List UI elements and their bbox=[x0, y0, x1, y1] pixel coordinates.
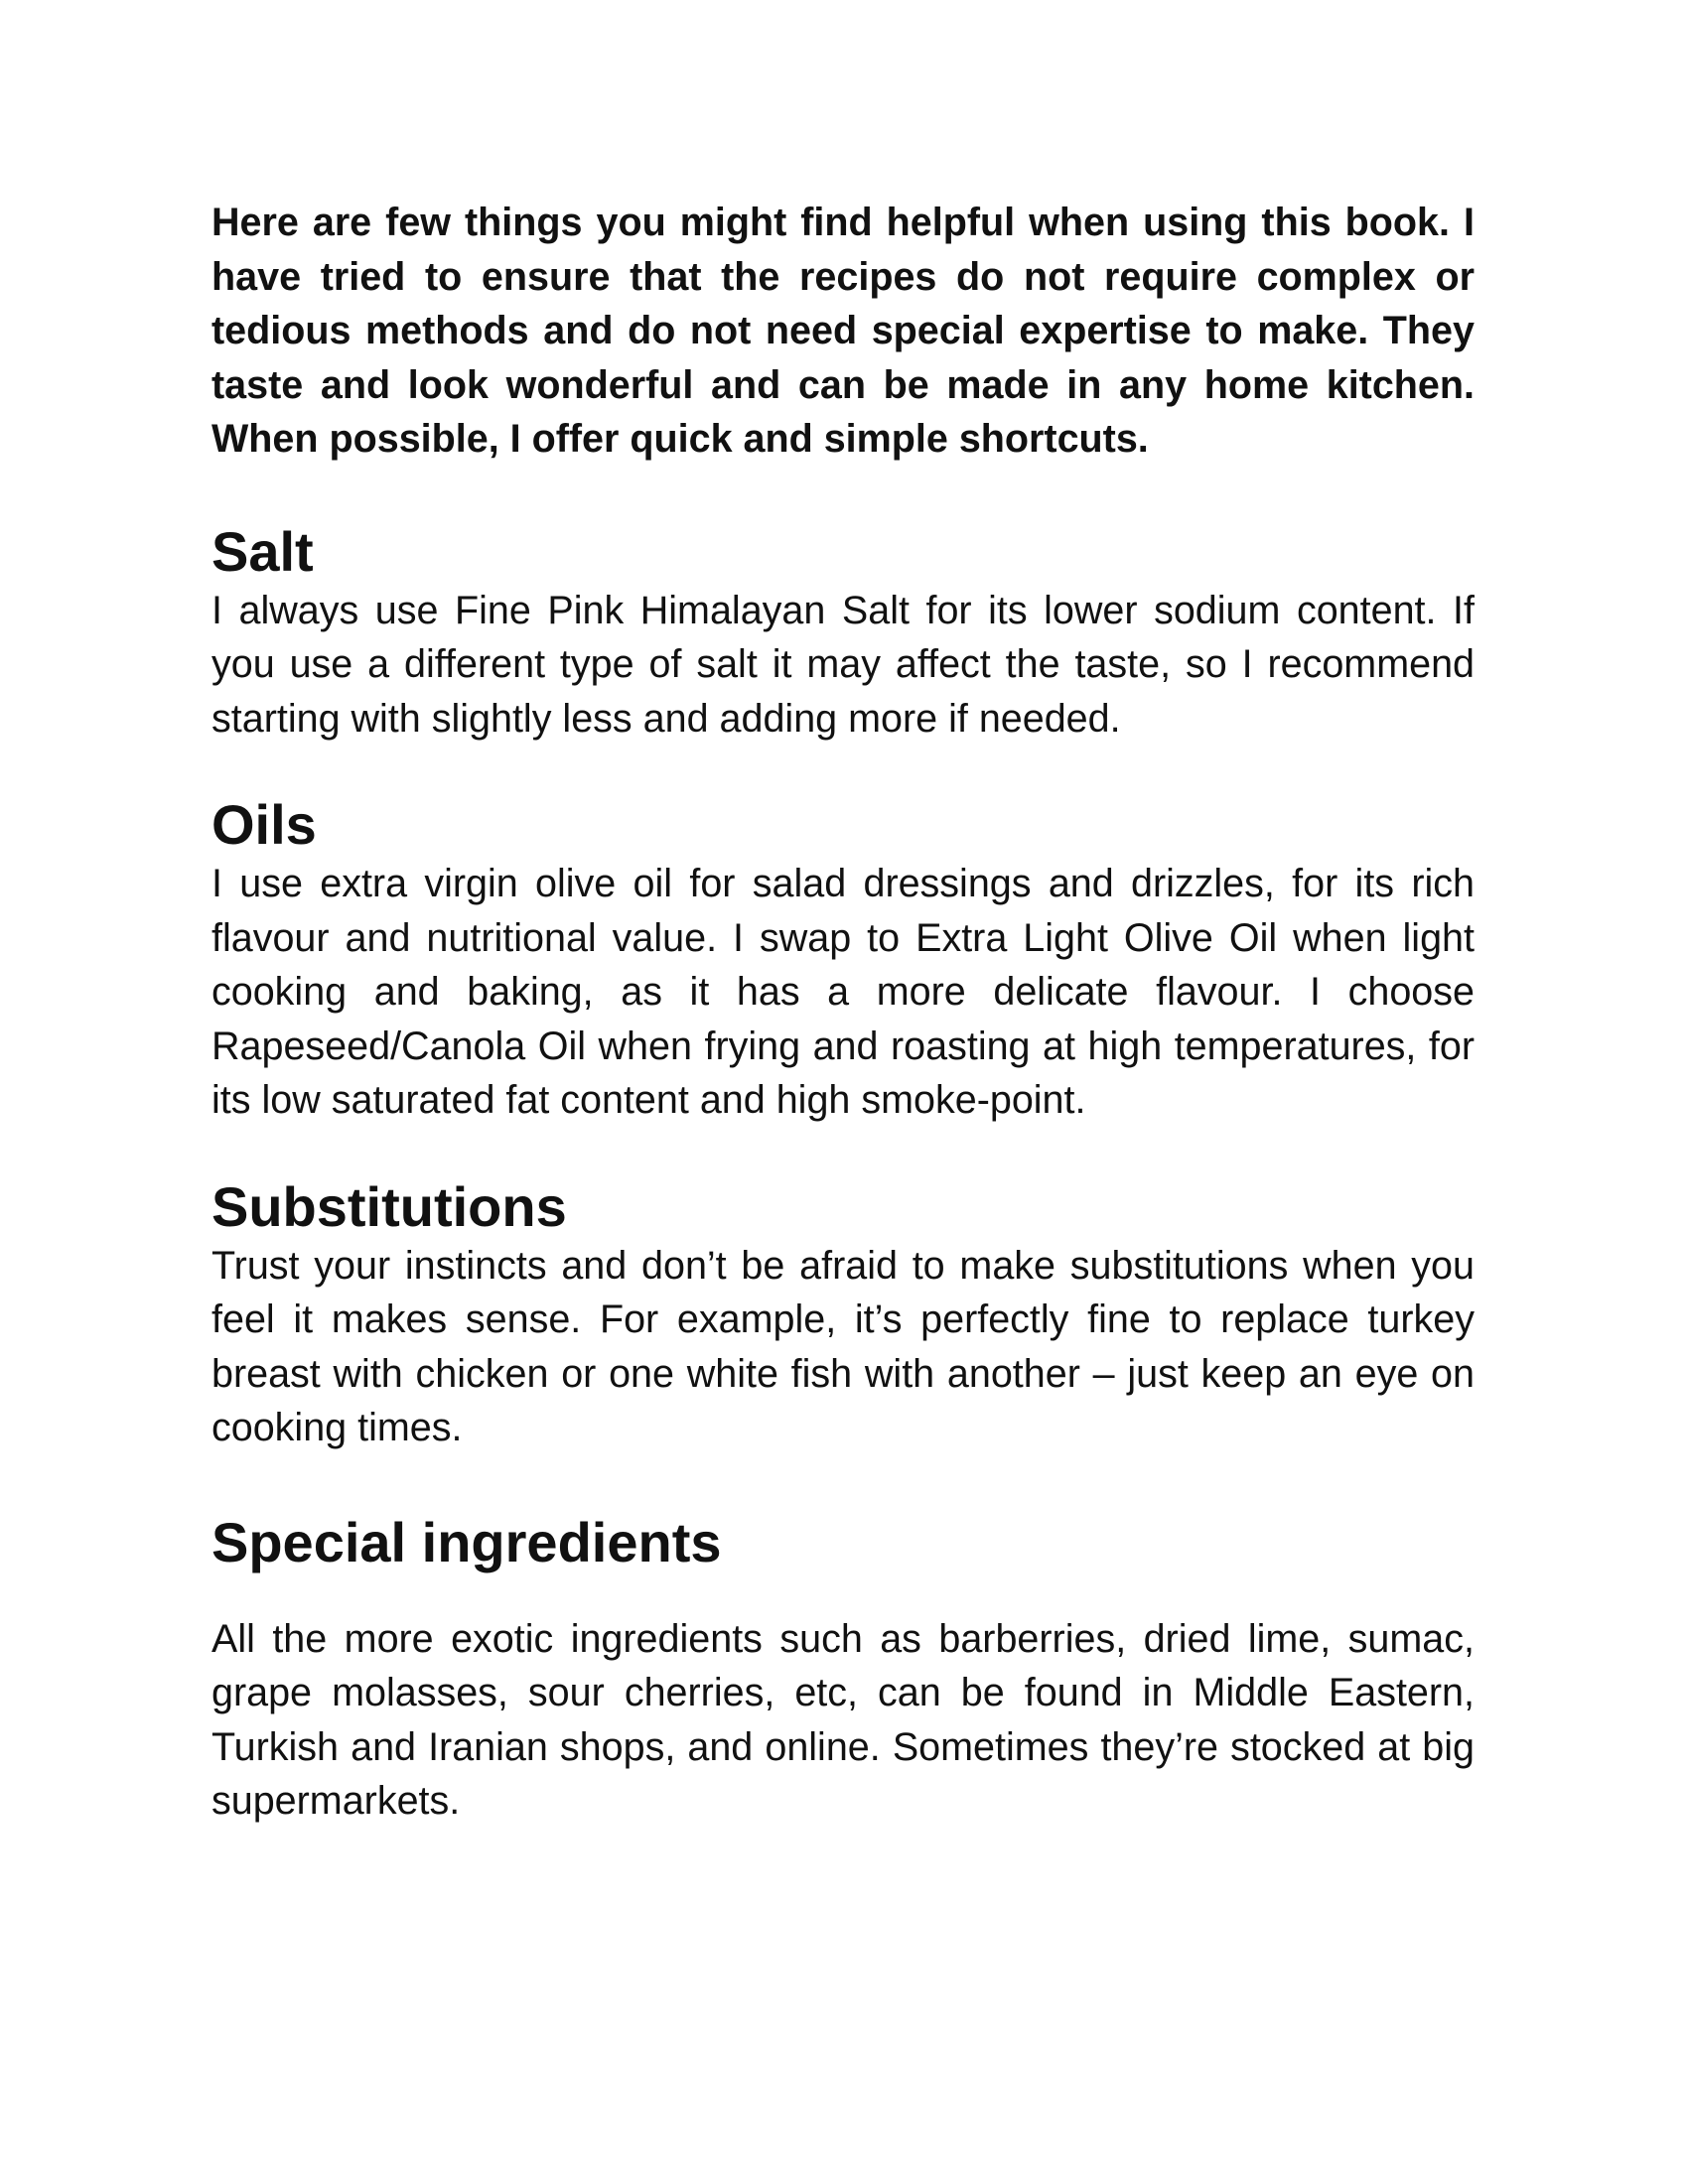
section-title-salt: Salt bbox=[211, 519, 314, 583]
section-title-substitutions: Substitutions bbox=[211, 1174, 567, 1238]
section-body-special-ingredients: All the more exotic ingredients such as barberries, dried lime, sumac, grape molasses, sour cherries, etc, can be found in Middle Eastern, Turkish and Iranian shops, and online. Sometimes they’re stocked at big supermarkets. bbox=[211, 1616, 1475, 1823]
section-body-salt: I always use Fine Pink Himalayan Salt for its lower sodium content. If you use a different type of salt it may affect the taste, so I recommend starting with slightly less and adding more if needed. bbox=[211, 588, 1475, 741]
section-body-substitutions: Trust your instincts and don’t be afraid to make substitutions when you feel it makes sense. For example, it’s perfectly fine to replace turkey breast with chicken or one white fish with another – just keep an eye on cooking times. bbox=[211, 1243, 1475, 1449]
intro-paragraph: Here are few things you might find helpful when using this book. I have tried to ensure that the recipes do not require complex or tedious methods and do not need special expertise to make. They taste and look wonderful and can be made in any home kitchen. When possible, I offer quick and simple shortcuts. bbox=[211, 201, 1475, 461]
document-page bbox=[211, 196, 1475, 1829]
section-title-oils: Oils bbox=[211, 793, 317, 856]
section-body-oils: I use extra virgin olive oil for salad dressings and drizzles, for its rich flavour and nutritional value. I swap to Extra Light Olive Oil when light cooking and baking, as it has a more delicate flavour. I choose Rapeseed/Canola Oil when frying and roasting at high temperatures, for its low saturated fat content and high smoke-point. bbox=[211, 862, 1475, 1122]
section-title-special-ingredients: Special ingredients bbox=[211, 1510, 722, 1573]
